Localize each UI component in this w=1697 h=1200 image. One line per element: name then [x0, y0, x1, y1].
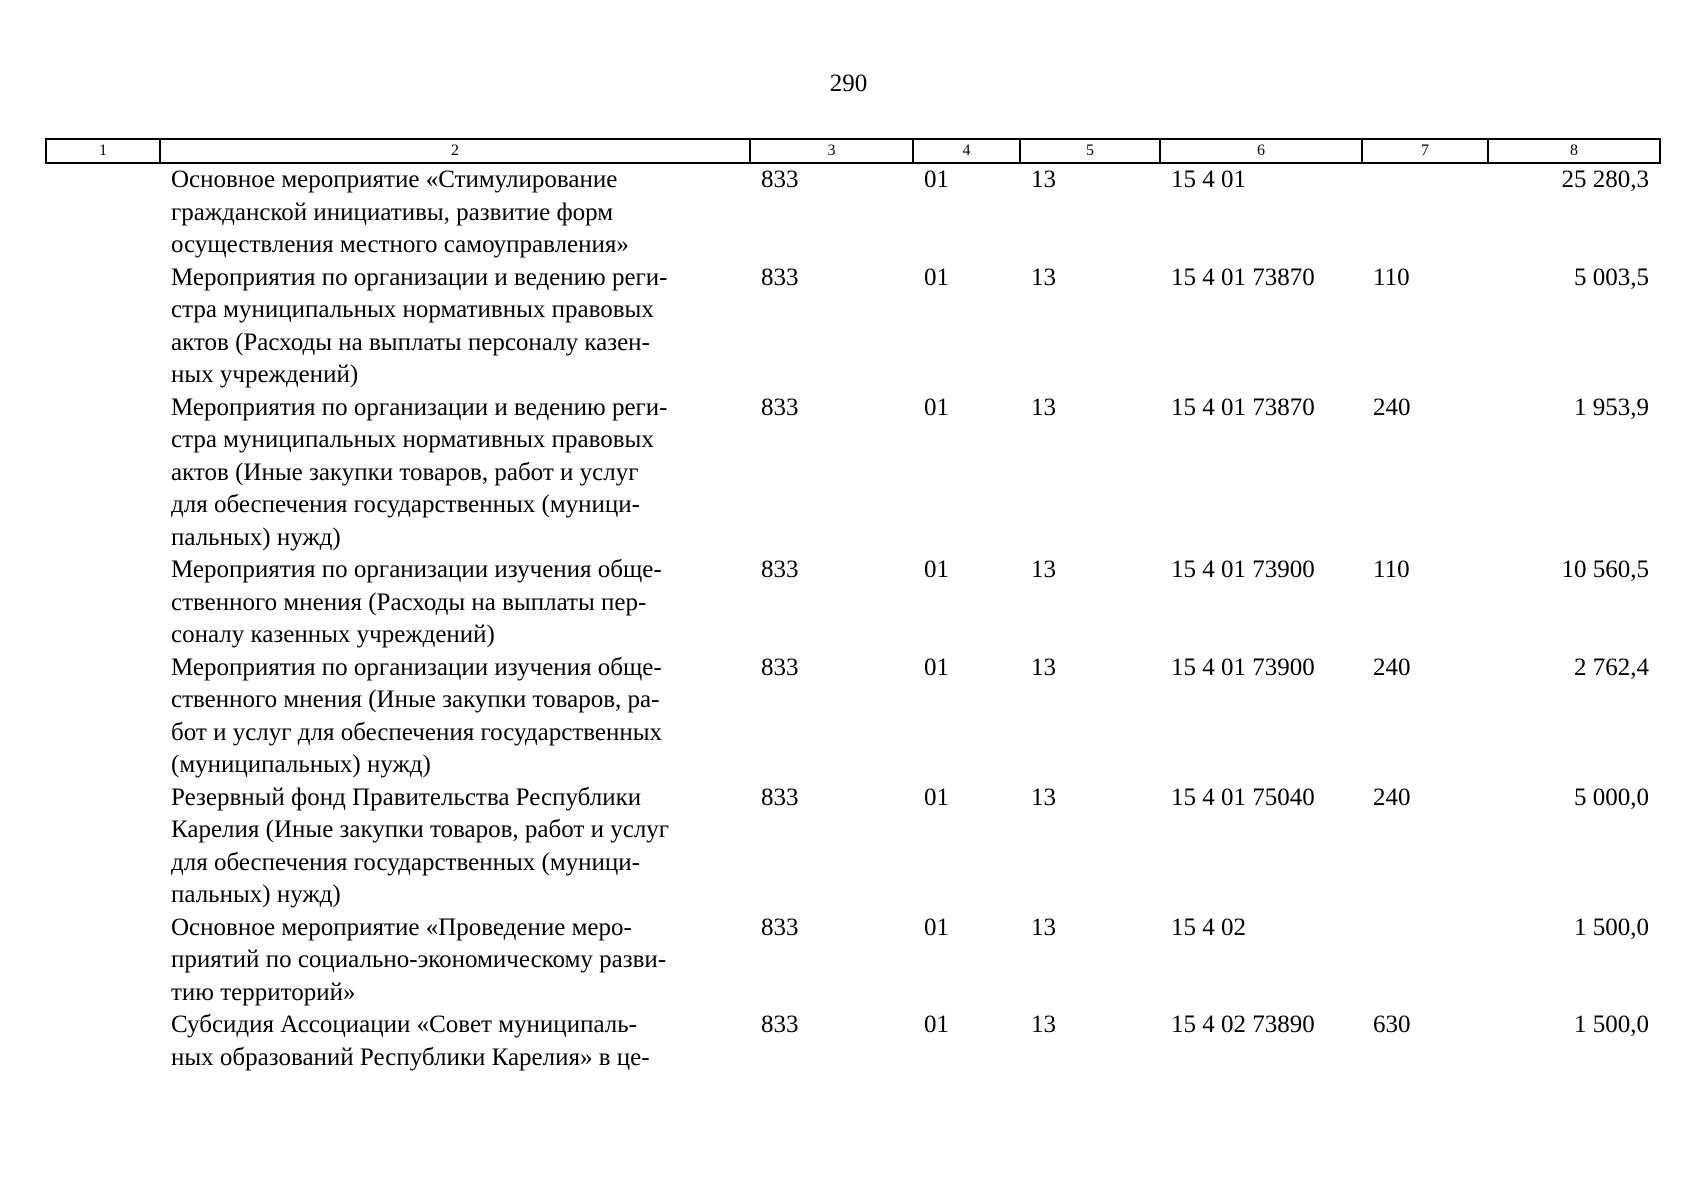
- subsection-cell: 13: [1031, 393, 1056, 421]
- row-cell-col1: [46, 782, 160, 912]
- row-name-line: стра муниципальных нормативных правовых: [171, 296, 654, 323]
- row-cell-col1: [46, 912, 160, 1010]
- subsection-cell: 13: [1031, 913, 1056, 941]
- row-name-line: для обеспечения государственных (муници-: [171, 491, 641, 518]
- row-name-cell: [160, 652, 750, 782]
- amount-cell: 2 762,4: [1574, 653, 1649, 681]
- row-name-cell: [160, 782, 750, 912]
- column-header-4: 4: [913, 139, 1020, 163]
- row-name-line: Мероприятия по организации изучения обще-: [171, 556, 662, 583]
- row-name-line: Карелия (Иные закупки товаров, работ и услуг: [171, 816, 670, 843]
- row-name-line: ственного мнения (Расходы на выплаты пер-: [171, 588, 647, 616]
- subsection-cell: 13: [1031, 166, 1056, 193]
- row-name-line: Мероприятия по организации и ведению реги-: [171, 393, 668, 421]
- code-cell: 833: [761, 556, 799, 583]
- section-cell: 01: [924, 263, 949, 291]
- expense-type-cell: 110: [1373, 556, 1410, 583]
- row-name-line: пальных) нужд): [171, 523, 341, 551]
- row-cell-col1: [46, 1009, 160, 1074]
- row-name-line: тию территорий»: [171, 978, 356, 1006]
- amount-cell: 1 500,0: [1574, 913, 1649, 941]
- expense-type-cell: 240: [1373, 653, 1411, 681]
- column-header-5: 5: [1020, 139, 1160, 163]
- row-name-line: соналу казенных учреждений): [171, 621, 495, 648]
- code-cell: 833: [761, 263, 799, 291]
- row-name-line: стра муниципальных нормативных правовых: [171, 426, 654, 453]
- budget-table: [45, 138, 1661, 1074]
- table-row: [46, 392, 1660, 555]
- header-row: [46, 139, 1660, 163]
- row-name-line: приятий по социально-экономическому разви-: [171, 946, 667, 973]
- amount-cell: 25 280,3: [1561, 166, 1649, 193]
- subsection-cell: 13: [1031, 556, 1056, 583]
- expense-type-cell: [1362, 163, 1488, 262]
- code-cell: 833: [761, 783, 799, 811]
- row-cell-col1: [46, 554, 160, 652]
- column-header-7: 7: [1362, 139, 1488, 163]
- target-article-cell: 15 4 02: [1171, 913, 1246, 941]
- column-header-1: 1: [46, 139, 160, 163]
- target-article-cell: 15 4 01 75040: [1171, 783, 1315, 811]
- row-name-cell: [160, 262, 750, 392]
- section-cell: 01: [924, 166, 949, 193]
- row-name-line: гражданской инициативы, развитие форм: [171, 198, 614, 226]
- subsection-cell: 13: [1031, 653, 1056, 681]
- expense-type-cell: 110: [1373, 263, 1410, 291]
- table-row: [46, 912, 1660, 1010]
- target-article-cell: 15 4 01: [1171, 166, 1246, 193]
- table-row: [46, 262, 1660, 392]
- section-cell: 01: [924, 393, 949, 421]
- target-article-cell: 15 4 01 73900: [1171, 653, 1315, 681]
- amount-cell: 5 003,5: [1574, 263, 1649, 291]
- row-name-line: ных учреждений): [171, 361, 359, 388]
- row-name-line: Основное мероприятие «Проведение меро-: [171, 913, 632, 941]
- section-cell: 01: [924, 783, 949, 811]
- row-name-line: бот и услуг для обеспечения государственных: [171, 718, 663, 746]
- subsection-cell: 13: [1031, 783, 1056, 811]
- row-cell-col1: [46, 262, 160, 392]
- row-name-line: ных образований Республики Карелия» в це-: [171, 1043, 650, 1071]
- target-article-cell: 15 4 01 73870: [1171, 393, 1315, 421]
- row-name-line: осуществления местного самоуправления»: [171, 231, 629, 258]
- subsection-cell: 13: [1031, 263, 1056, 291]
- expense-type-cell: 240: [1373, 393, 1411, 421]
- expense-type-cell: [1362, 912, 1488, 1010]
- table-body: [46, 163, 1660, 1074]
- column-header-6: 6: [1160, 139, 1362, 163]
- table-row: [46, 163, 1660, 262]
- table-row: [46, 554, 1660, 652]
- row-name-cell: [160, 392, 750, 555]
- column-header-3: 3: [750, 139, 913, 163]
- row-name-line: для обеспечения государственных (муници-: [171, 848, 641, 876]
- code-cell: 833: [761, 1011, 799, 1038]
- row-cell-col1: [46, 392, 160, 555]
- row-cell-col1: [46, 652, 160, 782]
- expense-type-cell: 240: [1373, 783, 1411, 811]
- section-cell: 01: [924, 913, 949, 941]
- row-name-line: (муниципальных) нужд): [171, 751, 431, 778]
- expense-type-cell: 630: [1373, 1011, 1411, 1038]
- section-cell: 01: [924, 556, 949, 583]
- row-name-line: актов (Иные закупки товаров, работ и услуг: [171, 458, 639, 486]
- amount-cell: 5 000,0: [1574, 783, 1649, 811]
- code-cell: 833: [761, 913, 799, 941]
- row-name-cell: [160, 554, 750, 652]
- amount-cell: 10 560,5: [1561, 556, 1649, 583]
- amount-cell: 1 500,0: [1574, 1011, 1649, 1038]
- subsection-cell: 13: [1031, 1011, 1056, 1038]
- row-name-line: Мероприятия по организации изучения обще-: [171, 653, 662, 681]
- section-cell: 01: [924, 653, 949, 681]
- code-cell: 833: [761, 653, 799, 681]
- table-header: [46, 139, 1660, 163]
- column-header-2: 2: [160, 139, 750, 163]
- row-name-line: актов (Расходы на выплаты персоналу казен-: [171, 328, 650, 356]
- row-name-line: пальных) нужд): [171, 881, 341, 908]
- column-header-8: 8: [1488, 139, 1660, 163]
- table-row: [46, 652, 1660, 782]
- row-cell-col1: [46, 163, 160, 262]
- row-name-line: Основное мероприятие «Стимулирование: [171, 166, 618, 193]
- row-name-line: ственного мнения (Иные закупки товаров, ра-: [171, 686, 660, 713]
- row-name-line: Резервный фонд Правительства Республики: [171, 783, 642, 811]
- code-cell: 833: [761, 393, 799, 421]
- amount-cell: 1 953,9: [1574, 393, 1649, 421]
- row-name-line: Мероприятия по организации и ведению реги-: [171, 263, 668, 291]
- page-number: 290: [829, 70, 868, 97]
- row-name-cell: [160, 1009, 750, 1074]
- target-article-cell: 15 4 01 73870: [1171, 263, 1315, 291]
- target-article-cell: 15 4 02 73890: [1171, 1011, 1315, 1038]
- row-name-cell: [160, 912, 750, 1010]
- row-name-line: Субсидия Ассоциации «Совет муниципаль-: [171, 1011, 637, 1038]
- table-row: [46, 782, 1660, 912]
- section-cell: 01: [924, 1011, 949, 1038]
- table-row: [46, 1009, 1660, 1074]
- target-article-cell: 15 4 01 73900: [1171, 556, 1315, 583]
- code-cell: 833: [761, 166, 799, 193]
- row-name-cell: [160, 163, 750, 262]
